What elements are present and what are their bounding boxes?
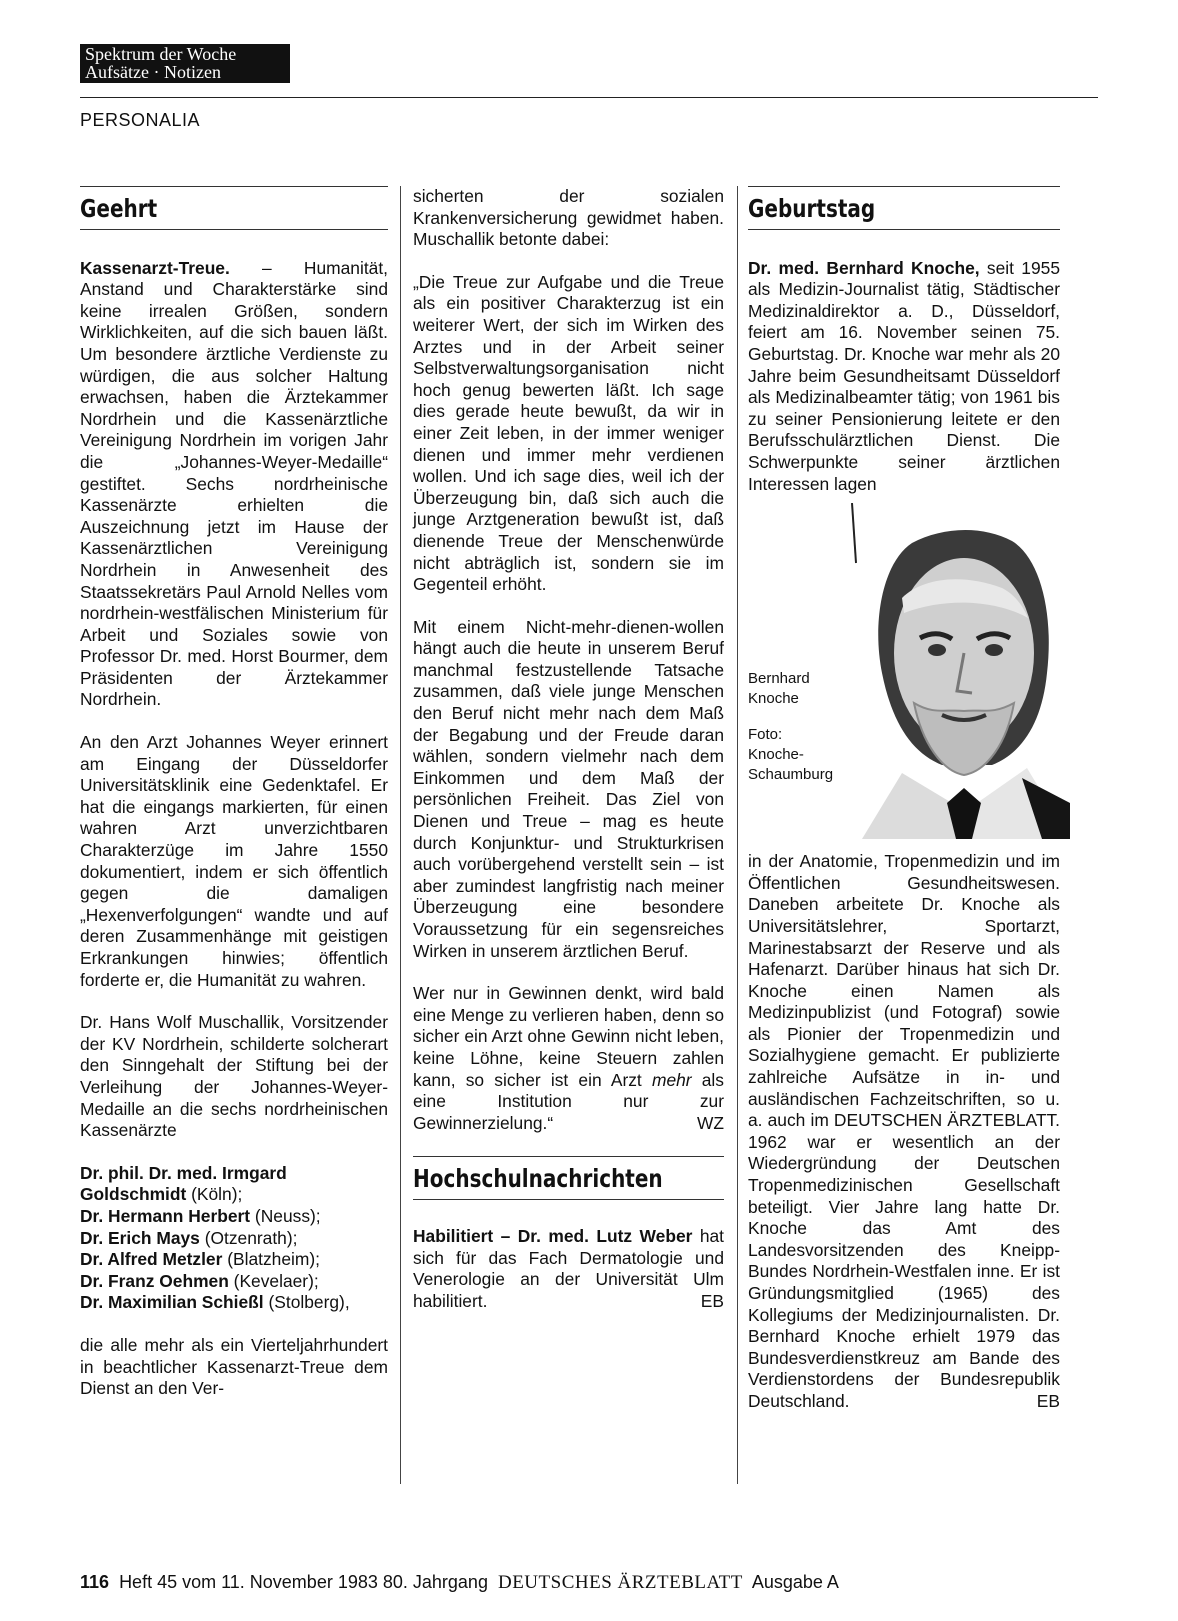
column-2 xyxy=(413,186,724,1312)
quote-paragraph: Mit einem Nicht-mehr-dienen-wollen hängt auch die heute in unserem Beruf manchmal festzustellende Tatsache zusammen, daß viele junge Menschen den Beruf nicht mehr nach dem Maß der Begabung und der Freude daran wählen, sondern vielmehr nach dem Einkommen und dem Maß der persönlichen Freiheit. Das Ziel von Dienen und Treue – mag es heute durch Konjunktur- und Strukturkrisen auch vorübergehend verstellt sein – ist aber zumindest langfristig nach meiner Überzeugung eine besondere Voraussetzung für ein segensreiches Wirken in unserem ärztlichen Beruf. xyxy=(413,616,724,961)
paragraph-text: – Humanität, Anstand und Charakterstärke sind keine irrealen Größen, sondern Wirklichkeiten, auf die sich bauen läßt. Um besondere ärztliche Verdienste zu würdigen, die aus solcher Haltung erwachsen, haben die Ärztekammer Nordrhein und die Kassenärztliche Vereinigung Nordrhein im vorigen Jahr die „Johannes-Weyer-Medaille“ gestiftet. Sechs nordrheinische Kassenärzte erhielten die Auszeichnung jetzt im Hause der Kassenärztlichen Vereinigung Nordrhein in Anwesenheit des Staatssekretärs Paul Arnold Nelles vom nordrhein-westfälischen Ministerium für Arbeit und Soziales sowie von Professor Dr. med. Horst Bourmer, dem Präsidenten der Ärztekammer Nordrhein. xyxy=(80,257,388,710)
portrait-photo xyxy=(842,503,1070,839)
author-sign: WZ xyxy=(696,1112,724,1133)
edition-label: Ausgabe A xyxy=(751,1572,839,1592)
kicker-line-1: Spektrum der Woche xyxy=(85,44,237,64)
honoree-name: Dr. Franz Oehmen xyxy=(80,1270,229,1291)
paragraph-text: in der Anatomie, Tropenmedizin und im Öffentlichen Gesundheitswesen. Daneben arbeitete Dr. Knoche als Universitätslehrer, Sportarzt, Marinestabsarzt der Reserve und als Hafenarzt. Darüber hinaus hat sich Dr. Knoche einen Namen als Medizinpublizist (und Fotograf) sowie als Pionier der Tropenmedizin und Sozialhygiene gemacht. Er publizierte zahlreiche Aufsätze in in- und ausländischen Fachzeitschriften, so u. a. auch im DEUTSCHEN ÄRZTEBLATT. 1962 war er wesentlich an der Wiedergründung der Deutschen Tropenmedizinischen Gesellschaft beteiligt. Vier Jahre lang hatte Dr. Knoche das Amt des Landesvorsitzenden des Kneipp-Bundes Nordrhein-Westfalen inne. Er ist Gründungsmitglied (1965) des Kollegiums der Medizinjournalisten. Dr. Bernhard Knoche erhielt 1979 das Bundesverdienstkreuz am Bande des Verdienstordens der Bundesrepublik Deutschland. xyxy=(748,851,1060,1411)
column-divider-1 xyxy=(400,186,401,1484)
emphasis: mehr xyxy=(651,1069,692,1090)
journal-name: DEUTSCHES ÄRZTEBLATT xyxy=(497,1572,743,1593)
honoree-place: (Blatzheim); xyxy=(222,1249,320,1270)
section-title-geburtstag: Geburtstag xyxy=(748,194,876,223)
page-number: 116 xyxy=(80,1572,110,1592)
honoree-place: (Neuss); xyxy=(250,1205,321,1226)
paragraph: An den Arzt Johannes Weyer erinnert am Eingang der Düsseldorfer Universitätsklinik eine Gedenktafel. Er hat die eingangs markierten, für einen wahren Arzt unverzichtbaren Charakterzüge im Jahre 1550 dokumentiert, indem er sich öffentlich gegen die damaligen „Hexenverfolgungen“ wandte und auf deren Zusammenhänge mit geistigen Erkrankungen hinwies; öffentlich forderte er, die Humanität zu wahren. xyxy=(80,732,388,990)
honoree-item xyxy=(80,1206,388,1228)
column-3 xyxy=(748,186,1060,1413)
section-rule-bottom xyxy=(413,1199,724,1200)
photo-caption-credit: Foto: Knoche-Schaumburg xyxy=(748,726,834,784)
quote-paragraph xyxy=(413,983,724,1134)
honoree-item xyxy=(80,1163,388,1206)
paragraph-text: hat sich für das Fach Dermatologie und Venerologie an der Universität Ulm habilitiert. xyxy=(413,1225,724,1311)
honoree-item xyxy=(80,1249,388,1271)
honoree-name: Dr. Hermann Herbert xyxy=(80,1205,251,1226)
column-1 xyxy=(80,186,388,1400)
paragraph xyxy=(748,851,1060,1412)
paragraph: die alle mehr als ein Vierteljahrhundert in beachtlicher Kassenarzt-Treue dem Dienst an den Ver- xyxy=(80,1334,388,1399)
paragraph: Dr. Hans Wolf Muschallik, Vorsitzender der KV Nordrhein, schilderte solcherart den Sinngehalt der Stiftung bei der Verleihung der Johannes-Weyer-Medaille an die sechs nordrheinischen Kassenärzte xyxy=(80,1012,388,1141)
section-title-geehrt: Geehrt xyxy=(80,194,158,223)
honoree-place: (Otzenrath); xyxy=(199,1227,298,1248)
kicker-line-2: Aufsätze · Notizen xyxy=(85,62,221,82)
header-rule xyxy=(80,97,1098,98)
honoree-name: Dr. Erich Mays xyxy=(80,1227,200,1248)
photo-caption-name: Bernhard Knoche xyxy=(748,670,810,708)
rubric-label: PERSONALIA xyxy=(80,110,201,130)
paragraph xyxy=(748,258,1060,496)
section-rule-bottom xyxy=(748,229,1060,230)
honoree-name: Dr. Alfred Metzler xyxy=(80,1249,223,1270)
paragraph-text: als eine Institution nur zur Gewinnerzielung.“ xyxy=(413,1069,724,1133)
honoree-name: Dr. Maximilian Schießl xyxy=(80,1292,264,1313)
page-footer xyxy=(80,1572,839,1594)
honoree-item xyxy=(80,1292,388,1314)
honoree-list xyxy=(80,1163,388,1314)
section-title-hochschulnachrichten: Hochschulnachrichten xyxy=(413,1164,663,1194)
paragraph-text: seit 1955 als Medizin-Journalist tätig, Städtischer Medizinaldirektor a. D., Düsseldorf, feiert am 16. November seinen 75. Geburtstag. Dr. Knoche war mehr als 20 Jahre beim Gesundheitsamt Düsseldorf als Medizinalbeamter tätig; von 1961 bis zu seiner Pensionierung leitete er den Berufsschulärztlichen Dienst. Die Schwerpunkte seiner ärztlichen Interessen lagen xyxy=(748,257,1060,494)
honoree-name: Dr. phil. Dr. med. Irmgard Goldschmidt xyxy=(80,1162,287,1205)
section-kicker xyxy=(80,44,290,83)
lead-in: Dr. med. Bernhard Knoche, xyxy=(748,257,980,278)
honoree-item xyxy=(80,1271,388,1293)
portrait-figure xyxy=(748,503,1060,839)
honoree-item xyxy=(80,1228,388,1250)
author-sign: EB xyxy=(1036,1390,1060,1411)
section-rule-bottom xyxy=(80,229,388,230)
paragraph: sicherten der sozialen Krankenversicherung gewidmet haben. Muschallik betonte dabei: xyxy=(413,186,724,250)
lead-in: Habilitiert – Dr. med. Lutz Weber xyxy=(413,1225,693,1246)
honoree-place: (Stolberg), xyxy=(263,1292,350,1313)
author-sign: EB xyxy=(700,1290,724,1311)
lead-in: Kassenarzt-Treue. xyxy=(80,257,230,278)
paragraph-text: Wer nur in Gewinnen denkt, wird bald eine Menge zu verlieren haben, denn so sicher ein Arzt ohne Gewinn nicht leben, keine Löhne, keine Steuern zahlen kann, so sicher ist ein Arzt xyxy=(413,983,724,1090)
paragraph xyxy=(413,1226,724,1312)
honoree-place: (Köln); xyxy=(186,1184,243,1205)
issue-info: Heft 45 vom 11. November 1983 80. Jahrgang xyxy=(119,1572,488,1592)
quote-paragraph: „Die Treue zur Aufgabe und die Treue als ein positiver Charakterzug ist ein weiterer Wert, der sich im Wirken des Arztes und in der Arbeit seiner Selbstverwaltungsorganisation nicht hoch genug bewerten läßt. Ich sage dies gerade heute bewußt, da wir in einer Zeit leben, in der immer weniger dienen und immer mehr verdienen wollen. Und ich sage dies, weil ich der Überzeugung bin, daß sich auch die junge Arztgeneration bewußt ist, daß dienende Treue der Menschenwürde nicht abträglich ist, sondern sie im Gegenteil erhöht. xyxy=(413,271,724,595)
honoree-place: (Kevelaer); xyxy=(228,1270,319,1291)
paragraph xyxy=(80,258,388,711)
column-divider-2 xyxy=(737,186,738,1484)
